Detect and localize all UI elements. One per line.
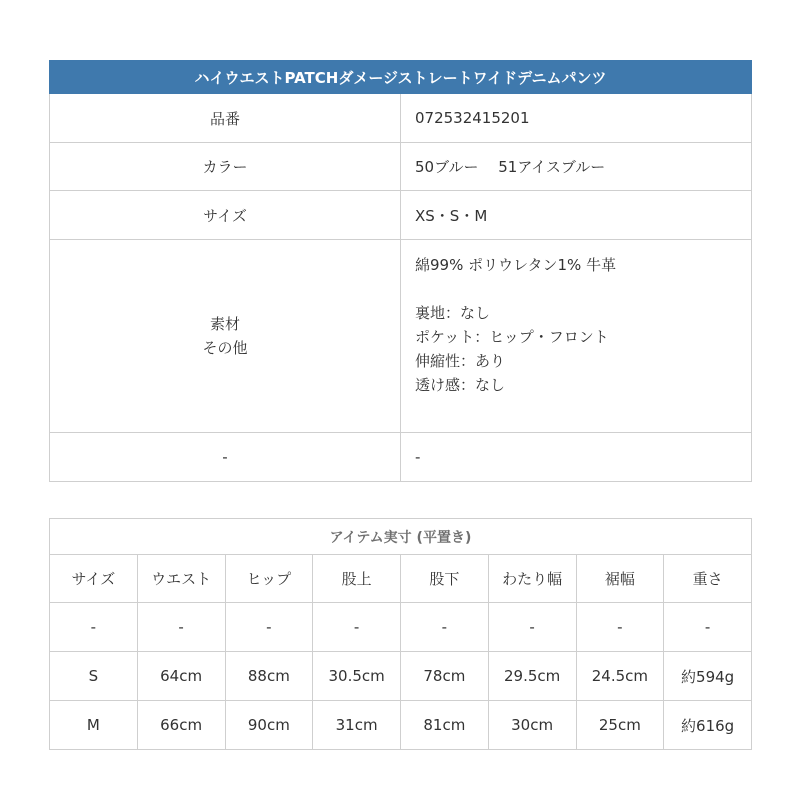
table-cell: 25cm (576, 701, 664, 750)
table-cell: S (50, 652, 138, 701)
spec-row-material (50, 240, 752, 433)
header-hip: ヒップ (225, 555, 313, 603)
header-weight: 重さ (664, 555, 752, 603)
table-cell: - (664, 603, 752, 652)
table-cell: - (313, 603, 401, 652)
product-no-label: 品番 (50, 94, 401, 143)
header-hem: 裾幅 (576, 555, 664, 603)
table-cell: 30.5cm (313, 652, 401, 701)
table-cell: 29.5cm (488, 652, 576, 701)
table-cell: 31cm (313, 701, 401, 750)
table-cell: - (488, 603, 576, 652)
table-cell: 66cm (137, 701, 225, 750)
other-label: - (50, 433, 401, 482)
material-composition: 綿99% ポリウレタン1% 牛革 (415, 256, 617, 274)
table-cell: 88cm (225, 652, 313, 701)
product-no-value: 072532415201 (401, 94, 752, 143)
other-value: - (401, 433, 752, 482)
table-cell: - (401, 603, 489, 652)
size-table-header (50, 555, 752, 603)
header-rise: 股上 (313, 555, 401, 603)
material-label-line2: その他 (202, 339, 248, 357)
table-cell: - (50, 603, 138, 652)
spec-row-other (50, 433, 752, 482)
material-lining: 裏地：なし (415, 304, 491, 322)
product-title: ハイウエストPATCHダメージストレートワイドデニムパンツ (50, 61, 752, 94)
spec-row-product-no (50, 94, 752, 143)
spec-row-size (50, 191, 752, 240)
table-cell: M (50, 701, 138, 750)
spec-table (49, 60, 752, 482)
material-pocket: ポケット：ヒップ・フロント (415, 328, 609, 346)
table-cell: - (137, 603, 225, 652)
size-row-blank (50, 603, 752, 652)
material-label (50, 240, 401, 433)
size-label: サイズ (50, 191, 401, 240)
table-cell: 30cm (488, 701, 576, 750)
table-cell: - (576, 603, 664, 652)
size-table-title: アイテム実寸 (平置き) (50, 519, 752, 555)
color-value: 50ブルー 51アイスブルー (401, 143, 752, 191)
material-stretch: 伸縮性：あり (415, 352, 506, 370)
material-sheer: 透け感：なし (415, 376, 506, 394)
color-label: カラー (50, 143, 401, 191)
table-cell: 90cm (225, 701, 313, 750)
material-label-line1: 素材 (209, 315, 240, 333)
table-cell: - (225, 603, 313, 652)
spec-row-color (50, 143, 752, 191)
table-cell: 約616g (664, 701, 752, 750)
header-thigh: わたり幅 (488, 555, 576, 603)
header-waist: ウエスト (137, 555, 225, 603)
material-value (401, 240, 752, 433)
table-cell: 約594g (664, 652, 752, 701)
size-row-s (50, 652, 752, 701)
header-inseam: 股下 (401, 555, 489, 603)
table-cell: 78cm (401, 652, 489, 701)
size-row-m (50, 701, 752, 750)
table-cell: 64cm (137, 652, 225, 701)
table-cell: 24.5cm (576, 652, 664, 701)
header-size: サイズ (50, 555, 138, 603)
size-table (49, 518, 752, 750)
table-cell: 81cm (401, 701, 489, 750)
size-value: XS・S・M (401, 191, 752, 240)
